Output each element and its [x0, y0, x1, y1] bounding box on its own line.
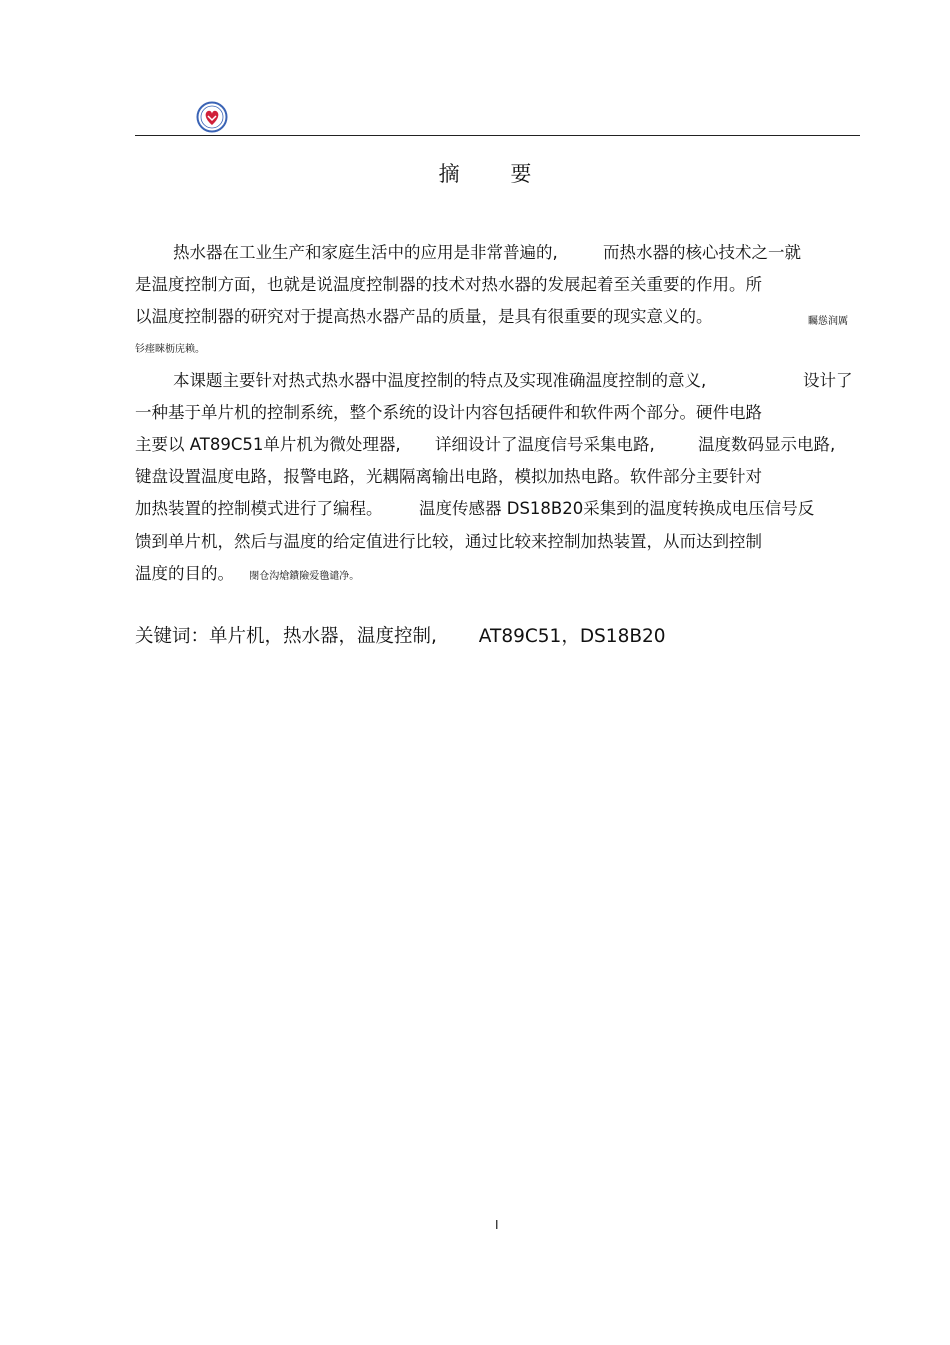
text-line: 热水器在工业生产和家庭生活中的应用是非常普遍的,: [173, 243, 558, 262]
text-line: 本课题主要针对热式热水器中温度控制的特点及实现准确温度控制的意义,: [173, 371, 707, 390]
garbled-text: 矚慫润厲: [808, 316, 848, 327]
text-line: 而热水器的核心技术之一就: [603, 243, 801, 262]
garbled-text: 钐瘗睞枥庑赖。: [135, 344, 205, 355]
keywords-label: 关键词：: [135, 626, 210, 647]
text-line: 键盘设置温度电路，报警电路，光耦隔离输出电路，模拟加热电路。软件部分主要针对: [135, 467, 762, 486]
text-line: 主要以 AT89C51单片机为微处理器,: [135, 435, 401, 454]
text-line: 温度的目的。: [135, 564, 234, 583]
page-title: 摘 要: [438, 162, 554, 186]
text-line: 是温度控制方面，也就是说温度控制器的技术对热水器的发展起着至关重要的作用。所: [135, 275, 762, 294]
keywords: [135, 625, 666, 649]
text-line: 温度传感器 DS18B20采集到的温度转换成电压信号反: [419, 499, 815, 518]
text-line: 馈到单片机，然后与温度的给定值进行比较，通过比较来控制加热装置，从而达到控制: [135, 532, 762, 551]
text-line: 详细设计了温度信号采集电路,: [435, 435, 655, 454]
text-line: 加热装置的控制模式进行了编程。: [135, 499, 383, 518]
keywords-codes: AT89C51，DS18B20: [478, 626, 666, 647]
text-line: 设计了: [803, 371, 853, 390]
university-seal-icon: [196, 101, 228, 133]
text-line: 以温度控制器的研究对于提高热水器产品的质量，是具有很重要的现实意义的。: [135, 307, 713, 326]
text-line: 温度数码显示电路,: [698, 435, 836, 454]
header-rule: [135, 135, 860, 136]
garbled-text: 閿仓沟熗鐨險爱氇谴净。: [249, 571, 360, 582]
keywords-terms: 单片机，热水器，温度控制,: [209, 626, 437, 647]
text-line: 一种基于单片机的控制系统，整个系统的设计内容包括硬件和软件两个部分。硬件电路: [135, 403, 762, 422]
page-number: I: [495, 1218, 499, 1232]
